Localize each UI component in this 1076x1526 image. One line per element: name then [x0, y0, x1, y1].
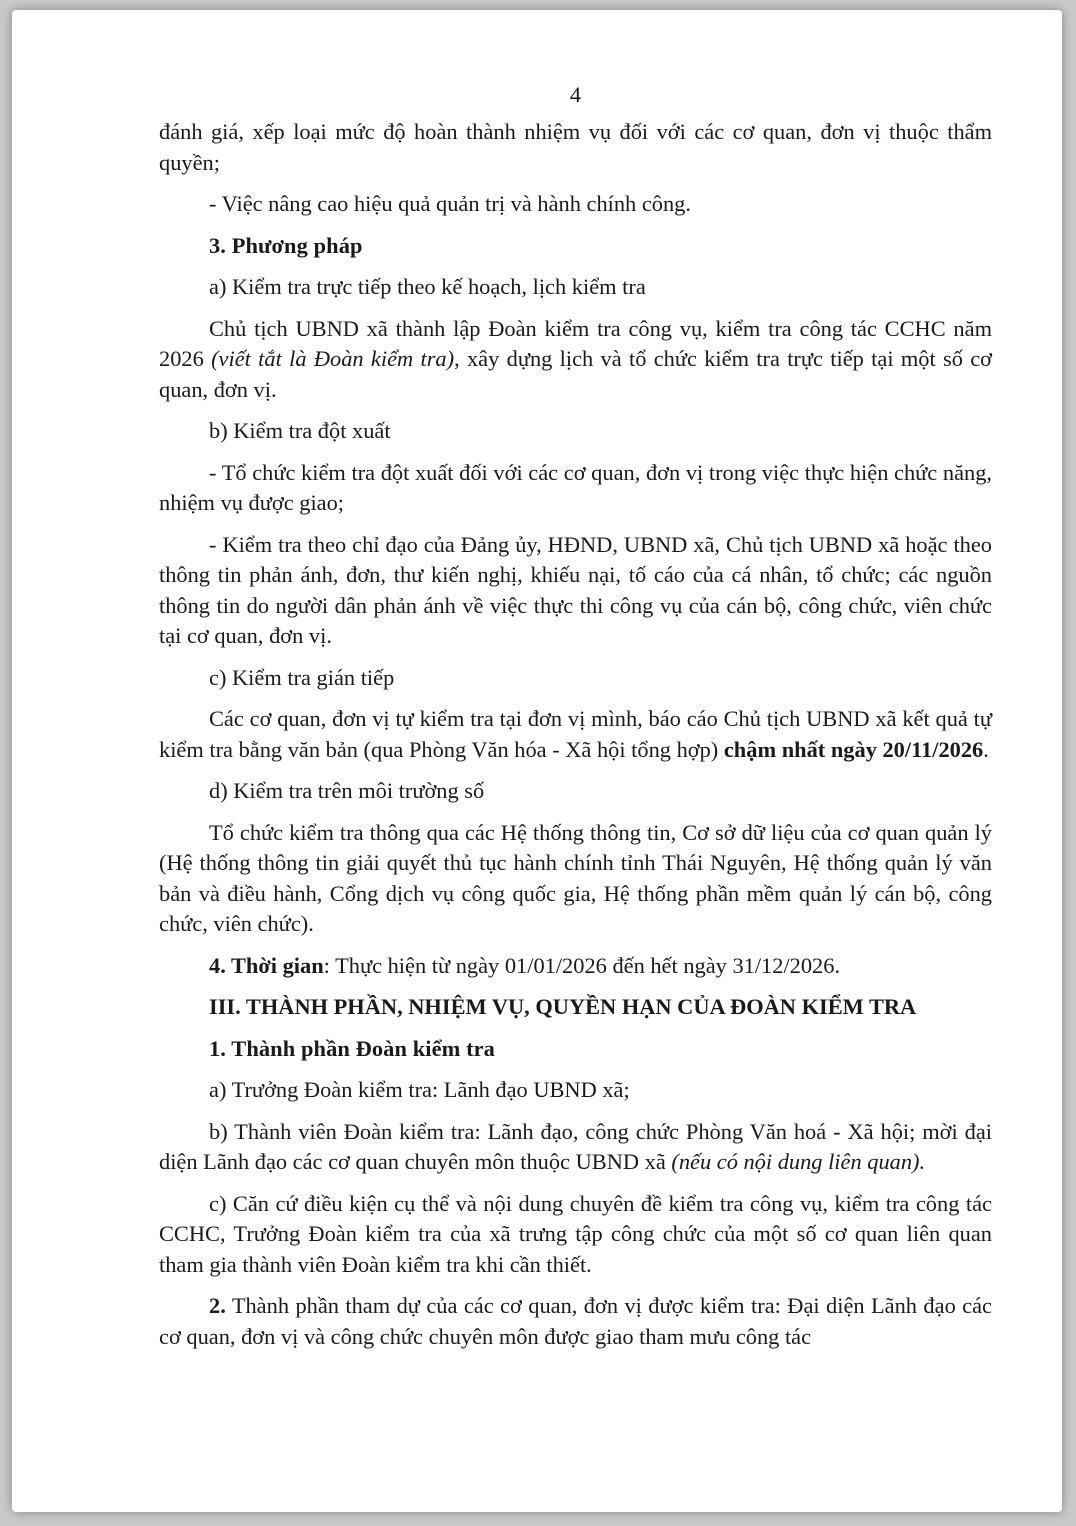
document-body — [159, 117, 992, 1363]
text-run: , xây dựng lịch và tổ chức kiểm tra trực tiếp tại một số cơ quan, đơn vị. — [159, 346, 992, 402]
paragraph — [159, 704, 992, 765]
page-number: 4 — [569, 82, 582, 107]
list-item: - Kiểm tra theo chỉ đạo của Đảng ủy, HĐND, UBND xã, Chủ tịch UBND xã hoặc theo thông tin phản ánh, đơn, thư kiến nghị, khiếu nại, tố cáo của cá nhân, tổ chức; các nguồn thông tin do người dân phản ánh về việc thực thi công vụ của cán bộ, công chức, viên chức tại cơ quan, đơn vị. — [159, 531, 992, 648]
bold-run: 2. — [209, 1293, 226, 1318]
section-heading-composition: 1. Thành phần Đoàn kiểm tra — [209, 1035, 495, 1061]
subheading-indirect-inspection: c) Kiểm tra gián tiếp — [209, 664, 395, 690]
list-item: c) Căn cứ điều kiện cụ thể và nội dung chuyên đề kiểm tra công vụ, kiểm tra công tác CCHC, Trưởng Đoàn kiểm tra của xã trưng tập công chức của một số cơ quan liên quan tham gia thành viên Đoàn kiểm tra khi cần thiết. — [159, 1190, 992, 1277]
text-run: Chủ tịch UBND xã thành lập Đoàn kiểm tra công vụ, kiểm tra công tác CCHC năm 2026 — [159, 315, 992, 371]
italic-run: (viết tắt là Đoàn kiểm tra) — [211, 346, 455, 371]
italic-run: (nếu có nội dung liên quan). — [671, 1149, 926, 1174]
paragraph-time — [159, 951, 992, 982]
subheading-digital-inspection: d) Kiểm tra trên môi trường số — [209, 778, 485, 803]
document-page — [12, 10, 1062, 1512]
subheading-direct-inspection: a) Kiểm tra trực tiếp theo kế hoạch, lịch kiểm tra — [209, 274, 646, 299]
text-run: Thành phần tham dự của các cơ quan, đơn vị được kiểm tra: Đại diện Lãnh đạo các cơ quan, đơn vị và công chức chuyên môn được giao tham mưu công tác — [159, 1293, 992, 1349]
list-item: - Tổ chức kiểm tra đột xuất đối với các cơ quan, đơn vị trong việc thực hiện chức năng, nhiệm vụ được giao; — [159, 459, 992, 515]
paragraph — [159, 314, 992, 406]
paragraph: - Việc nâng cao hiệu quả quản trị và hành chính công. — [209, 191, 691, 216]
paragraph: Tổ chức kiểm tra thông qua các Hệ thống thông tin, Cơ sở dữ liệu của cơ quan quản lý (Hệ thống thông tin giải quyết thủ tục hành chính tỉnh Thái Nguyên, Hệ thống quản lý văn bản và điều hành, Cổng dịch vụ công quốc gia, Hệ thống phần mềm quản lý cán bộ, công chức, viên chức). — [159, 819, 992, 936]
text-run: . — [983, 736, 989, 762]
subheading-surprise-inspection: b) Kiểm tra đột xuất — [209, 418, 391, 443]
text-run: b) Thành viên Đoàn kiểm tra: Lãnh đạo, công chức Phòng Văn hoá - Xã hội; mời đại diện Lãnh đạo các cơ quan chuyên môn thuộc UBND xã — [159, 1118, 992, 1174]
list-item — [159, 1117, 992, 1178]
section-heading-roman: III. THÀNH PHẦN, NHIỆM VỤ, QUYỀN HẠN CỦA ĐOÀN KIỂM TRA — [209, 994, 917, 1019]
text-run: : Thực hiện từ ngày 01/01/2026 đến hết ngày 31/12/2026. — [323, 952, 841, 978]
paragraph — [159, 1291, 992, 1352]
list-item: a) Trưởng Đoàn kiểm tra: Lãnh đạo UBND xã; — [209, 1077, 630, 1102]
bold-run: 4. Thời gian — [209, 952, 324, 978]
section-heading-method: 3. Phương pháp — [209, 232, 363, 258]
paragraph: đánh giá, xếp loại mức độ hoàn thành nhiệm vụ đối với các cơ quan, đơn vị thuộc thẩm quyền; — [159, 119, 992, 175]
bold-run: chậm nhất ngày 20/11/2026 — [723, 736, 984, 762]
text-run: Các cơ quan, đơn vị tự kiểm tra tại đơn vị mình, báo cáo Chủ tịch UBND xã kết quả tự kiểm tra bằng văn bản (qua Phòng Văn hóa - Xã hội tổng hợp) — [159, 706, 992, 762]
